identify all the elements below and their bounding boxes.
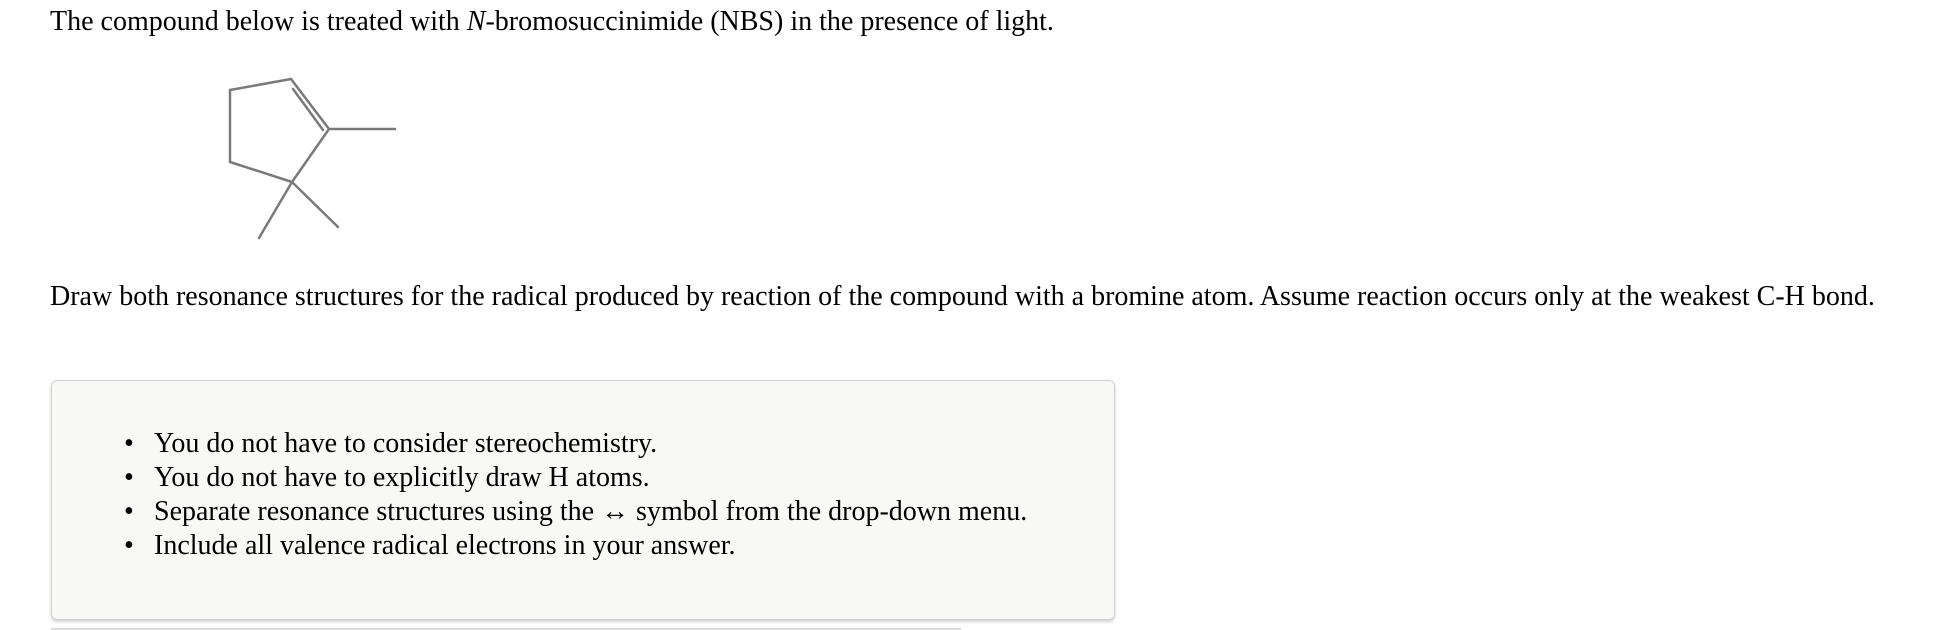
instruction-text: You do not have to explicitly draw H atoms. [154,462,650,493]
intro-italic-n: N [466,6,486,37]
gem-methyl-bond-2 [292,182,338,227]
instruction-text: Separate resonance structures using the ↔ symbol from the drop-down menu. [154,496,1028,527]
bullet-icon: • [124,496,134,527]
ring-bond-3 [230,162,292,182]
instruction-text: You do not have to consider stereochemistry. [154,428,658,459]
ring-bond-1 [230,79,291,90]
ring-double-bond-outer [291,79,329,129]
intro-text-before: The compound below is treated with [50,6,467,37]
instructions-list [52,427,1027,563]
bullet-icon: • [124,462,134,493]
instruction-item [52,495,1027,529]
gem-methyl-bond-1 [259,182,292,238]
ring-bond-2 [292,129,329,182]
instruction-item [52,461,1027,495]
instruction-item [52,529,1027,563]
instruction-text: Include all valence radical electrons in your answer. [154,530,736,561]
bullet-icon: • [124,428,134,459]
bullet-icon: • [124,530,134,561]
intro-text-after: -bromosuccinimide (NBS) in the presence of light. [485,6,1054,37]
question-text: Draw both resonance structures for the radical produced by reaction of the compound with a bromine atom. Assume reaction occurs only at the weakest C-H bond. [50,281,1875,312]
ring-double-bond-inner [293,89,323,130]
compound-structure [0,0,420,250]
instruction-item [52,427,1027,461]
instructions-box [51,380,1115,620]
